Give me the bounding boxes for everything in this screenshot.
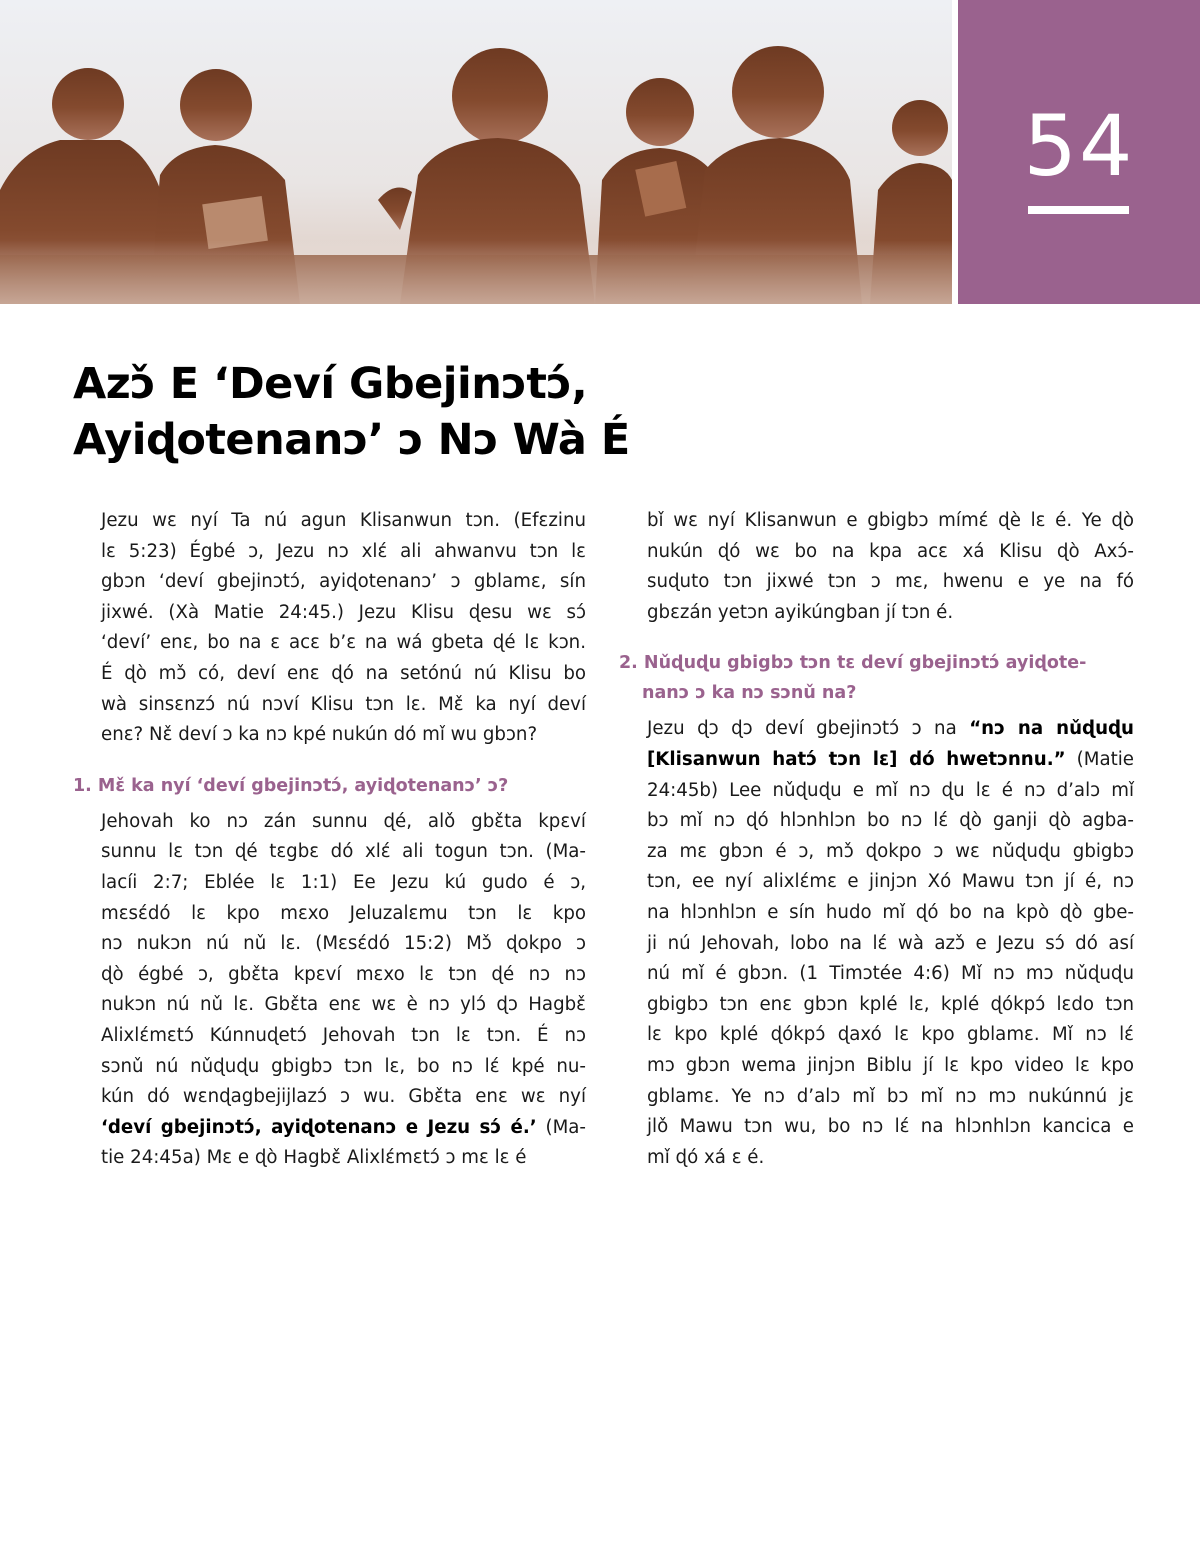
text-line: gbigbɔ tɔn enɛ gbɔn kplé lɛ, kplé ɖókpɔ́ lɛdo tɔn xyxy=(647,993,1134,1015)
text-line: na hlɔnhlɔn e sín hudo mǐ ɖó bo na kpò ɖò gbe- xyxy=(647,901,1134,923)
text-line xyxy=(73,1113,586,1144)
text-line: ji nú Jehovah, lobo na lɛ́ wà azɔ̌ e Jezu sɔ́ dó así xyxy=(647,932,1134,954)
text-line xyxy=(619,745,1134,776)
text-line: nukún ɖó wɛ bo na kpa acɛ xá Klisu ɖò Axɔ́- xyxy=(647,540,1134,562)
text-line: wà sinsɛnzɔ́ nú nɔví Klisu tɔn lɛ. Mɛ̌ ka nyí deví xyxy=(101,693,586,715)
text-line: lɛ kpo kplé ɖókpɔ́ ɖaxó lɛ kpo gblamɛ. Mǐ nɔ lɛ́ xyxy=(647,1024,1134,1046)
text-line: tɔn, ee nyí alixlɛ́mɛ e jinjɔn Xó Mawu tɔn jí é, nɔ xyxy=(647,871,1134,893)
text-line: sɔnǔ nú nǔɖuɖu gbigbɔ tɔn lɛ, bo nɔ lɛ́ kpé nu- xyxy=(101,1055,586,1077)
text-line: Alixlɛ́mɛtɔ́ Kúnnuɖetɔ́ Jehovah tɔn lɛ tɔn. É nɔ xyxy=(101,1024,586,1046)
page-title xyxy=(73,356,713,468)
elders-meeting-illustration xyxy=(0,0,952,304)
chapter-number: 54 xyxy=(1023,97,1135,195)
emphasis-text: [Klisanwun hatɔ́ tɔn lɛ] dó hwetɔnnu.” xyxy=(647,748,1066,770)
text-line: mɔ gbɔn wema jinjɔn Biblu jí lɛ kpo video lɛ kpo xyxy=(647,1054,1134,1076)
text-line: jlǒ Mawu tɔn wu, bo nɔ lɛ́ na hlɔnhlɔn kancica e xyxy=(647,1116,1134,1138)
text-line: Jehovah ko nɔ zán sunnu ɖé, alǒ gbɛ̌ta kpɛví xyxy=(101,810,586,832)
text-line: suɖuto tɔn jixwé tɔn ɔ mɛ, hwenu e ye na fó xyxy=(647,571,1134,593)
continuation-paragraph xyxy=(619,506,1134,628)
left-column xyxy=(73,506,586,1174)
text-line: nɔ nukɔn nú nǔ lɛ. (Mɛsɛ́dó 15:2) Mɔ̌ ɖokpo ɔ xyxy=(101,933,586,955)
right-column xyxy=(619,506,1134,1173)
emphasis-text: “nɔ na nǔɖuɖu xyxy=(969,718,1135,740)
text-line: sunnu lɛ tɔn ɖé tɛgbɛ dó xlɛ́ ali togun tɔn. (Ma- xyxy=(101,841,586,863)
text-line: mǐ ɖó xá ɛ é. xyxy=(647,1146,765,1168)
chapter-tab xyxy=(958,0,1200,304)
text-line: nukɔn nú nǔ lɛ. Gbɛ̌ta enɛ wɛ è nɔ ylɔ́ ɖɔ Hagbɛ̌ xyxy=(101,994,586,1016)
answer-1-paragraph xyxy=(73,807,586,1174)
question-2 xyxy=(619,648,1134,708)
text-fragment: Jezu ɖɔ ɖɔ deví gbejinɔtɔ́ ɔ na xyxy=(647,718,970,740)
question-line: 2. Nǔɖuɖu gbigbɔ tɔn tɛ deví gbejinɔtɔ́ ayiɖote- xyxy=(619,653,1087,674)
text-line: ‘deví’ enɛ, bo na ɛ acɛ b’ɛ na wá gbeta ɖé lɛ kɔn. xyxy=(101,632,586,654)
answer-2-paragraph xyxy=(619,714,1134,1173)
text-line: mɛsɛ́dó lɛ kpo mɛxo Jeluzalɛmu tɔn lɛ kpo xyxy=(101,902,586,924)
text-line: za mɛ gbɔn é ɔ, mɔ̌ ɖokpo ɔ wɛ nǔɖuɖu gbigbɔ xyxy=(647,840,1134,862)
question-1 xyxy=(73,771,586,801)
text-line: jixwé. (Xà Matie 24:45.) Jezu Klisu ɖesu wɛ sɔ́ xyxy=(101,601,586,623)
text-line: gbɔn ‘deví gbejinɔtɔ́, ayiɖotenanɔ’ ɔ gblamɛ, sín xyxy=(101,571,586,593)
text-line xyxy=(619,714,1134,745)
text-line: nú mǐ é gbɔn. (1 Timɔtée 4:6) Mǐ nɔ mɔ nǔɖuɖu xyxy=(647,963,1134,985)
header-photo xyxy=(0,0,952,304)
text-line: enɛ? Nɛ̌ deví ɔ ka nɔ kpé nukún dó mǐ wu gbɔn? xyxy=(101,724,538,746)
text-line: bǐ wɛ nyí Klisanwun e gbigbɔ mímɛ́ ɖè lɛ é. Ye ɖò xyxy=(647,510,1134,531)
question-line: 1. Mɛ̌ ka nyí ‘deví gbejinɔtɔ́, ayiɖotenanɔ’ ɔ? xyxy=(73,775,509,796)
text-fragment: (Matie xyxy=(1065,748,1134,770)
text-line: ɖò égbé ɔ, gbɛ̌ta kpɛví mɛxo lɛ tɔn ɖé nɔ nɔ xyxy=(101,963,586,985)
text-line: Jezu wɛ nyí Ta nú agun Klisanwun tɔn. (Efɛzinu xyxy=(101,510,586,531)
question-line: nanɔ ɔ ka nɔ sɔnǔ na? xyxy=(642,683,857,704)
text-line: É ɖò mɔ̌ có, deví enɛ ɖó na setónú nú Klisu bo xyxy=(101,662,586,684)
text-line: gblamɛ. Ye nɔ d’alɔ mǐ bɔ mǐ nɔ mɔ nukúnnú jɛ xyxy=(647,1085,1134,1107)
text-line: lacíi 2:7; Eblée lɛ 1:1) Ee Jezu kú gudo é ɔ, xyxy=(101,871,586,893)
chapter-rule xyxy=(1028,206,1129,214)
text-line: tie 24:45a) Mɛ e ɖò Hagbɛ̌ Alixlɛ́mɛtɔ́ ɔ mɛ lɛ é xyxy=(101,1147,527,1169)
text-line: 24:45b) Lee nǔɖuɖu e mǐ nɔ ɖu lɛ é nɔ d’alɔ mǐ xyxy=(647,779,1134,801)
emphasis-text: ‘deví gbejinɔtɔ́, ayiɖotenanɔ e Jezu sɔ́ é.’ xyxy=(101,1116,537,1138)
text-line: bɔ mǐ nɔ ɖó hlɔnhlɔn bo nɔ lɛ́ ɖò ganji ɖò agba- xyxy=(647,810,1134,832)
title-line-1: Azɔ̌ E ‘Deví Gbejinɔtɔ́, xyxy=(73,359,588,409)
intro-paragraph xyxy=(73,506,586,751)
text-line: gbɛzán yetɔn ayikúngban jí tɔn é. xyxy=(647,601,954,623)
title-line-2: Ayiɖotenanɔ’ ɔ Nɔ Wà É xyxy=(73,415,630,465)
text-line: kún dó wɛnɖagbejijlazɔ́ ɔ wu. Gbɛ̌ta enɛ wɛ nyí xyxy=(101,1086,586,1108)
text-line: lɛ 5:23) Égbé ɔ, Jezu nɔ xlɛ́ ali ahwanvu tɔn lɛ xyxy=(101,540,586,562)
text-fragment: (Ma- xyxy=(536,1116,586,1138)
